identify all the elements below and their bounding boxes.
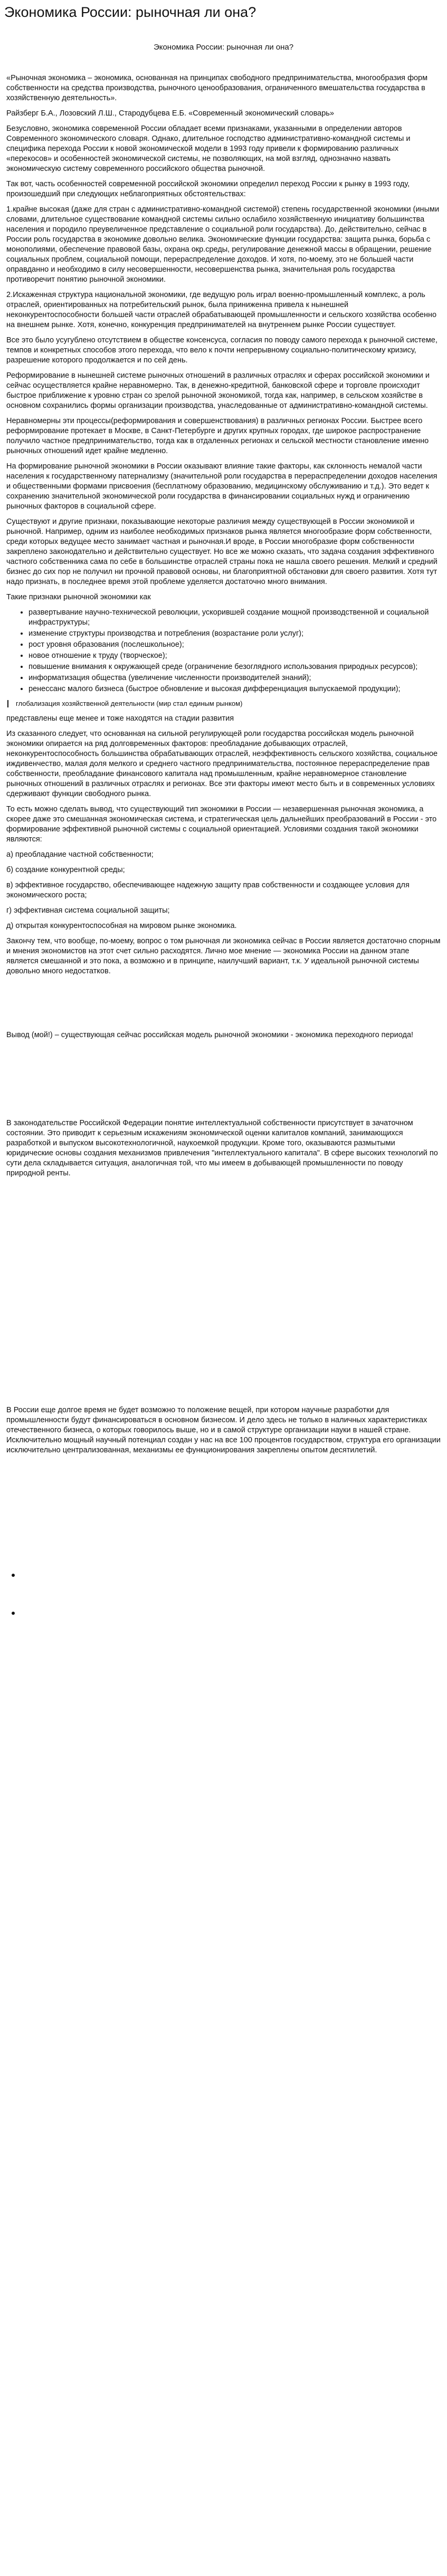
condition-item: д) открытая конкурентоспособная на мировом рынке экономика. xyxy=(6,922,237,930)
bullet-dot xyxy=(12,1574,15,1577)
list-item: • повышение внимания к окружающей среде (ограничение безоглядного использования природных ресурсов); xyxy=(28,662,441,672)
paragraph: Неравномерны эти процессы(реформирования и совершенствования) в различных регионах России. Быстрее всего реформирование протекает в Москве, в Санкт-Петербурге и других крупных городах, где широкое распространение получило частное предпринимательство, тогда как в отдаленных регионах и сельской местности становление именно рыночных отношений идет крайне медленно. xyxy=(6,417,429,455)
list-item: • ренессанс малого бизнеса (быстрое обновление и высокая дифференциация выпускаемой продукции); xyxy=(28,684,441,694)
list-item: • информатизация общества (увеличение численности производителей знаний); xyxy=(28,673,441,683)
list-item: • рост уровня образования (послешкольное); xyxy=(28,640,441,650)
condition-item: в) эффективное государство, обеспечивающее надежную защиту прав собственности и создающее условия для экономического роста; xyxy=(6,881,410,899)
page-title: Экономика России: рыночная ли она? xyxy=(4,4,256,20)
list-item: • развертывание научно-технической революции, ускорившей создание мощной производственной и социальной инфраструктуры; xyxy=(28,608,441,628)
condition-item: г) эффективная система социальной защиты; xyxy=(6,906,170,915)
document-title: Экономика России: рыночная ли она? xyxy=(153,43,294,52)
paragraph: Так вот, часть особенностей современной российской экономики определил переход России к рынку в 1993 году, произошедший при следующих неблагоприятных обстоятельствах: xyxy=(6,180,410,198)
paragraph: Такие признаки рыночной экономики как xyxy=(6,593,151,601)
list-item-broken xyxy=(7,698,441,708)
paragraph: Из сказанного следует, что основанная на сильной регулирующей роли государства российская модель рыночной экономики опирается на ряд долговременных факторов: преобладание добывающих отраслей, неконкурентоспособность большинства обрабатывающих отраслей, неэффективность сельского хозяйства, социальное иждивенчество, малая доля мелкого и среднего частного предпринимательства, постоянное перераспределение прав собственности, преобладание финансового капитала над промышленным, крайне неравномерное становление рыночных отношений в различных отраслях и регионах. Все эти факторы имеют место быть и в современных условиях сдерживают функции свободного рынка. xyxy=(6,730,438,798)
quote-source: Райзберг Б.А., Лозовский Л.Ш., Стародубцева Е.Б. «Современный экономический словарь» xyxy=(6,109,334,118)
conclusion: Вывод (мой!) – существующая сейчас российская модель рыночной экономики - экономика переходного периода! xyxy=(6,1031,414,1039)
definition-quote: «Рыночная экономика – экономика, основанная на принципах свободного предпринимательства, многообразия форм собственности на средства производства, рыночного ценообразования, ограниченного вмешательства государства в хозяйственную деятельность». xyxy=(6,74,428,102)
paragraph: Реформирование в нынешней системе рыночных отношений в различных отраслях и сферах российской экономики и сейчас осуществляется крайне неравномерно. Так, в денежно-кредитной, банковской сфере и торговле происходит быстрое приближение к уровню стран со зрелой рыночной экономикой, тогда как, например, в сельском хозяйстве в основном сохранились формы организации производства, унаследованные от административно-командной системы. xyxy=(6,371,430,410)
bullet-dot xyxy=(12,1612,15,1615)
paragraph: представлены еще менее и тоже находятся на стадии развития xyxy=(6,714,234,723)
paragraph: Существуют и другие признаки, показывающие некоторые различия между существующей в России экономикой и рыночной. Например, одним из наиболее необходимых признаков рынка является многообразие форм собственности, среди которых ведущее место занимает частная и рыночная.И вроде, в России многобразие форм собственности закреплено законодательно и действительно существует. Но все же можно сказать, что задача создания эффективного частного собственника сама по себе в большинстве отраслей страны пока не нашла своего решения. Мелкий и средний бизнес до сих пор не получил ни прочной правовой основы, ни благоприятной обстановки для своего развития. Хотя тут надо признать, в последнее время этой проблеме уделяется достаточно много внимания. xyxy=(6,518,438,586)
paragraph: В России еще долгое время не будет возможно то положение вещей, при котором научные разработки для промышленности будут финансироваться в основном бизнесом. И дело здесь не только в наличных характеристиках отечественного бизнеса, о которых говорилось выше, но и в самой структуре организации науки в нашей стране. Исключительно мощный научный потенциал создан у нас на все 100 процентов государством, структура его организации исключительно централизованная, механизмы ее функционирования закреплены опытом десятилетий. xyxy=(6,1406,441,1454)
empty-bullets xyxy=(6,1574,441,1615)
market-features-list xyxy=(6,608,441,694)
list-item: • изменение структуры производства и потребления (возрастание роли услуг); xyxy=(28,629,441,639)
list-item-text: глобализация хозяйственной деятельности (мир стал единым рынком) xyxy=(16,700,243,707)
condition-item: б) создание конкурентной среды; xyxy=(6,866,125,874)
document-body xyxy=(0,42,447,1615)
paragraph: Безусловно, экономика современной России обладает всеми признаками, указанными в определении авторов Современного экономического словаря. Однако, длительное господство административно-командной системы и специфика перехода России к новой экономической модели в 1993 году привели к формированию различных «перекосов» и особенностей экономической системы, не позволяющих, на мой взгляд, однозначно назвать экономическую систему современного российского общества рыночной. xyxy=(6,125,411,173)
condition-item: а) преобладание частной собственности; xyxy=(6,850,154,859)
paragraph: Закончу тем, что вообще, по-моему, вопрос о том рыночная ли экономика сейчас в России является достаточно спорным и мнения экономистов на этот счет сильно расходятся. Лично мое мнение — экономика России на данном этапе является смешанной и это пока, а возможно и в принципе, наилучший вариант, т.к. У идеальной рыночной системы довольно много недостатков. xyxy=(6,937,441,975)
paragraph: 2.Искаженная структура национальной экономики, где ведущую роль играл военно-промышленный комплекс, а роль отраслей, ориентированных на потребительский рынок, была приниженна привела к нынешней неконкурентоспособности большей части отраслей обрабатывающей промышленности и сельского хозяйства особенно на внешнем рынке. Хотя, конечно, конкуренция предпринимателей на внутреннем рынке России существует. xyxy=(6,291,437,329)
paragraph: Все это было усугублено отсутствием в обществе консенсуса, согласия по поводу самого перехода к рыночной системе, темпов и конкретных способов этого перехода, что вело к почти непрерывному социально-политическому кризису, разрешение которого продолжается и по сей день. xyxy=(6,336,438,365)
text-cursor-icon xyxy=(7,700,14,707)
list-item: • новое отношение к труду (творческое); xyxy=(28,651,441,661)
paragraph: То есть можно сделать вывод, что существующий тип экономики в России — незавершенная рыночная экономика, а скорее даже это смешанная экономическая система, и стратегическая цель дальнейших преобразований в России - это формирование эффективной рыночной системы с социальной ориентацией. Условиями создания такой экономики являются: xyxy=(6,805,437,844)
paragraph: На формирование рыночной экономики в России оказывают влияние такие факторы, как склонность немалой части населения к государственному патернализму (значительной роли государства в перераспределении доходов населения и общественными формами присвоения (бесплатному образованию, медицинскому обслуживанию и т.д.). Это ведет к сохранению значительной экономической роли государства в финансировании социальных нужд и ограничению рыночных факторов в социальной сфере. xyxy=(6,462,438,511)
paragraph: 1.крайне высокая (даже для стран с административно-командной системой) степень государственной экономики (иными словами, длительное существование командной системы сильно ослабило хозяйственную инициативу большинства населения и породило преувеличенное представление о социальной роли государства). До, действительно, сейчас в России роль государства в экономике довольно велика. Экономические функции государства: защита рынка, борьба с монополиями, обеспечение правовой базы, охрана окр.среды, регулирование денежной массы в обращении, решение социальных проблем, социальной помощи, перераспределение доходов. И хотя, по-моему, это не большей части оправданно и необходимо в силу несовершенности, несовершенства рынка, значительная роль государства противоречит понятию рыночной экономики. xyxy=(6,205,440,284)
paragraph: В законодательстве Российской Федерации понятие интеллектуальной собственности присутствует в зачаточном состоянии. Это приводит к серьезным искажениям экономической оценки капиталов компаний, занимающихся разработкой и выпуском высокотехнологичной, наукоемкой продукции. Кроме того, оказываются размытыми юридические основы создания механизмов привлечения "интеллектуального капитала". В сфере высоких технологий по сути дела складывается ситуация, аналогичная той, что мы имеем в добывающей промышленности по поводу природной ренты. xyxy=(6,1119,438,1177)
